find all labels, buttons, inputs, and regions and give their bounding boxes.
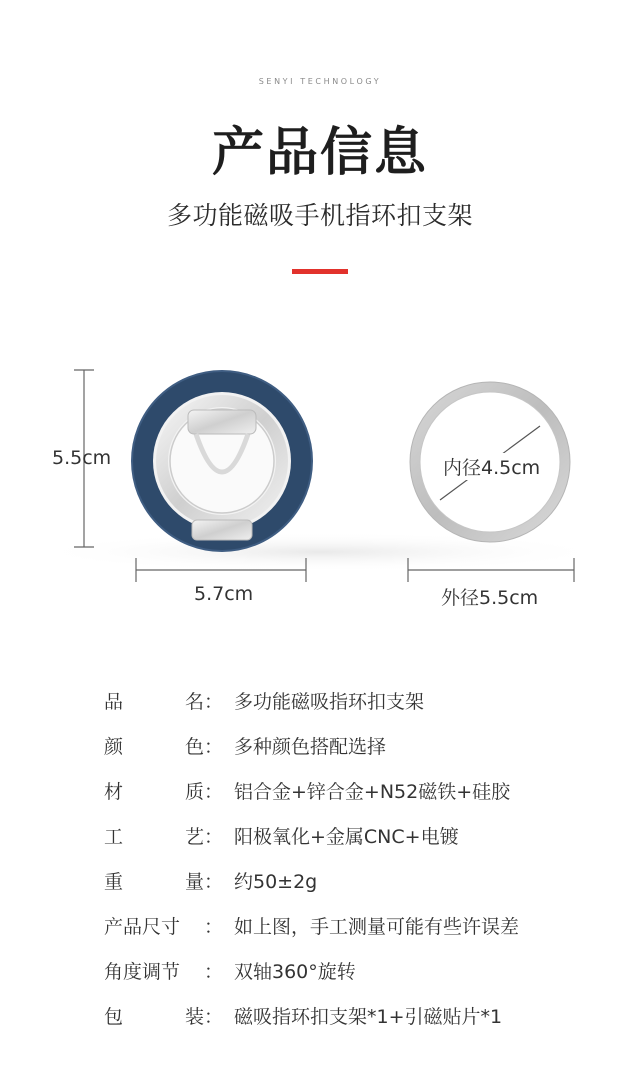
page-title: 产品信息 <box>211 123 428 183</box>
spec-list <box>104 678 519 1038</box>
spec-row-angle: 角度调节 ： 双轴360°旋转 <box>104 948 519 993</box>
spec-label: 品 名 <box>104 691 204 713</box>
spec-label: 工 艺 <box>104 826 204 848</box>
spec-row-color: 颜 色 ： 多种颜色搭配选择 <box>104 723 519 768</box>
spec-row-craft: 工 艺 ： 阳极氧化+金属CNC+电镀 <box>104 813 519 858</box>
spec-row-weight: 重 量 ： 约50±2g <box>104 858 519 903</box>
spec-label: 重 量 <box>104 871 204 893</box>
spec-row-material: 材 质 ： 铝合金+锌合金+N52磁铁+硅胶 <box>104 768 519 813</box>
spec-row-package: 包 装 ： 磁吸指环扣支架*1+引磁贴片*1 <box>104 993 519 1038</box>
brand-text: SENYI TECHNOLOGY <box>258 77 382 86</box>
spec-value: 如上图，手工测量可能有些许误差 <box>234 916 520 938</box>
spec-value: 双轴360°旋转 <box>234 961 356 983</box>
spec-label: 产品尺寸 <box>104 916 181 938</box>
spec-label: 角度调节 <box>104 961 181 983</box>
spec-value: 磁吸指环扣支架*1+引磁贴片*1 <box>234 1006 503 1028</box>
spec-label: 包 装 <box>104 1006 204 1028</box>
spec-value: 约50±2g <box>234 871 318 893</box>
product-subtitle: 多功能磁吸手机指环扣支架 <box>166 201 473 230</box>
product-illustration <box>0 330 640 620</box>
spec-row-size: 产品尺寸 ： 如上图，手工测量可能有些许误差 <box>104 903 519 948</box>
inner-diameter-label: 内径4.5cm <box>441 453 542 480</box>
spec-value: 阳极氧化+金属CNC+电镀 <box>234 826 459 848</box>
spec-row-name: 品 名 ： 多功能磁吸指环扣支架 <box>104 678 519 723</box>
spec-label: 颜 色 <box>104 736 204 758</box>
accent-divider <box>292 269 348 274</box>
spec-label: 材 质 <box>104 781 204 803</box>
height-label: 5.5cm <box>52 447 112 469</box>
spec-value: 多功能磁吸指环扣支架 <box>234 691 425 713</box>
spec-value: 多种颜色搭配选择 <box>234 736 387 758</box>
outer-diameter-label: 外径5.5cm <box>441 587 539 609</box>
ring-holder-image <box>132 371 312 551</box>
spec-value: 铝合金+锌合金+N52磁铁+硅胶 <box>234 781 511 803</box>
floor-shadow <box>30 532 610 572</box>
width-label: 5.7cm <box>194 583 254 605</box>
